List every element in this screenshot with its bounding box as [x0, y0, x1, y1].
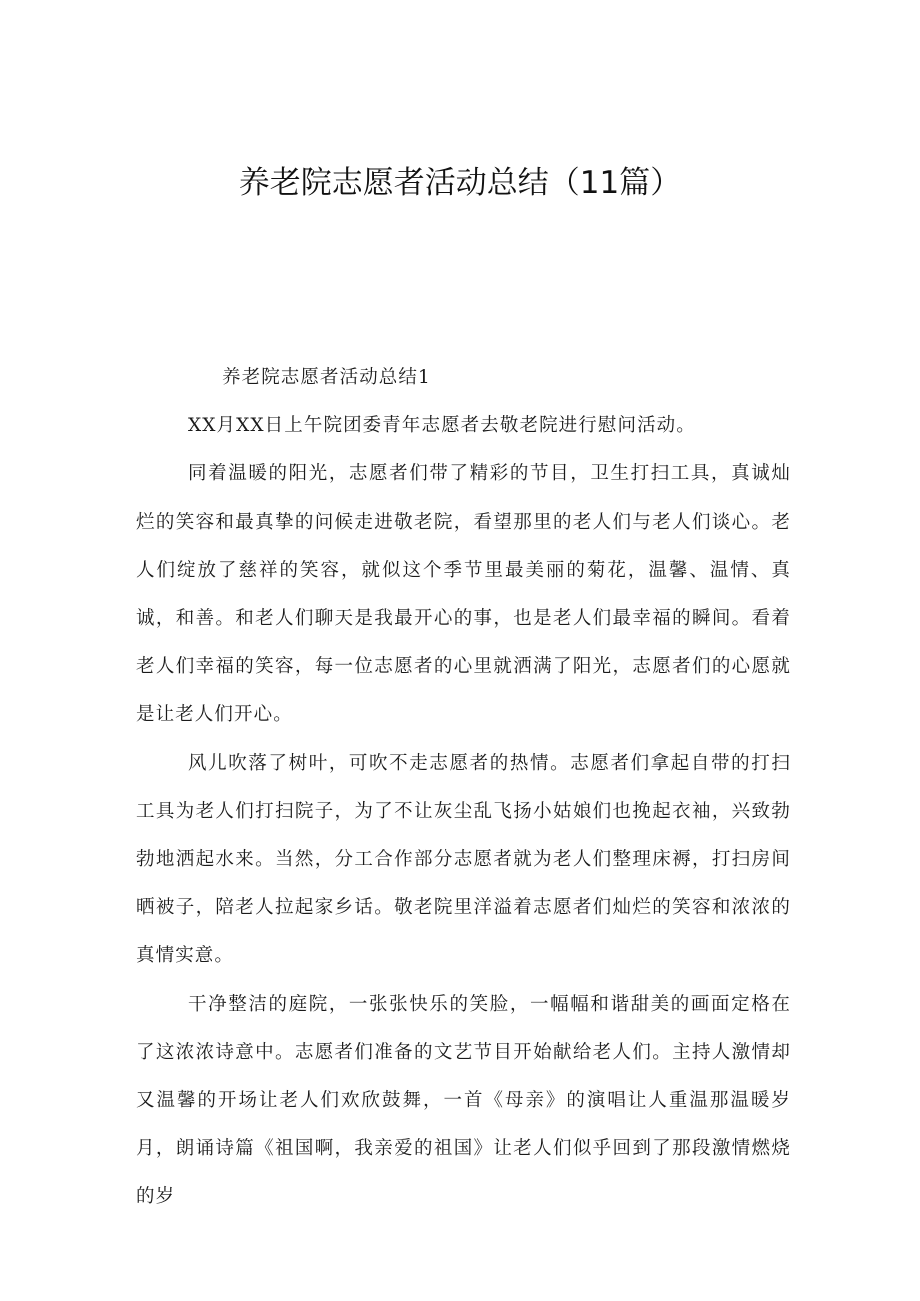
document-title: 养老院志愿者活动总结（11篇）: [238, 165, 682, 201]
section-heading: 养老院志愿者活动总结1: [222, 367, 431, 388]
document-body: [136, 354, 791, 1222]
paragraph-4: 干净整洁的庭院，一张张快乐的笑脸，一幅幅和谐甜美的画面定格在了这浓浓诗意中。志愿者们准备的文艺节目开始献给老人们。主持人激情却又温馨的开场让老人们欢欣鼓舞，一首《母亲》的演唱让人重温那温暖岁月，朗诵诗篇《祖国啊，我亲爱的祖国》让老人们似乎回到了那段激情燃烧的岁: [136, 993, 791, 1208]
paragraph-3: 风儿吹落了树叶，可吹不走志愿者的热情。志愿者们拿起自带的打扫工具为老人们打扫院子，为了不让灰尘乱飞扬小姑娘们也挽起衣袖，兴致勃勃地洒起水来。当然，分工合作部分志愿者就为老人们整理床褥，打扫房间晒被子，陪老人拉起家乡话。敬老院里洋溢着志愿者们灿烂的笑容和浓浓的真情实意。: [136, 752, 791, 967]
paragraph-2: 同着温暖的阳光，志愿者们带了精彩的节目，卫生打扫工具，真诚灿烂的笑容和最真挚的问候走进敬老院，看望那里的老人们与老人们谈心。老人们绽放了慈祥的笑容，就似这个季节里最美丽的菊花，温馨、温情、真诚，和善。和老人们聊天是我最开心的事，也是老人们最幸福的瞬间。看着老人们幸福的笑容，每一位志愿者的心里就洒满了阳光，志愿者们的心愿就是让老人们开心。: [136, 463, 791, 726]
paragraph-1: XX月XX日上午院团委青年志愿者去敬老院进行慰问活动。: [188, 415, 696, 437]
